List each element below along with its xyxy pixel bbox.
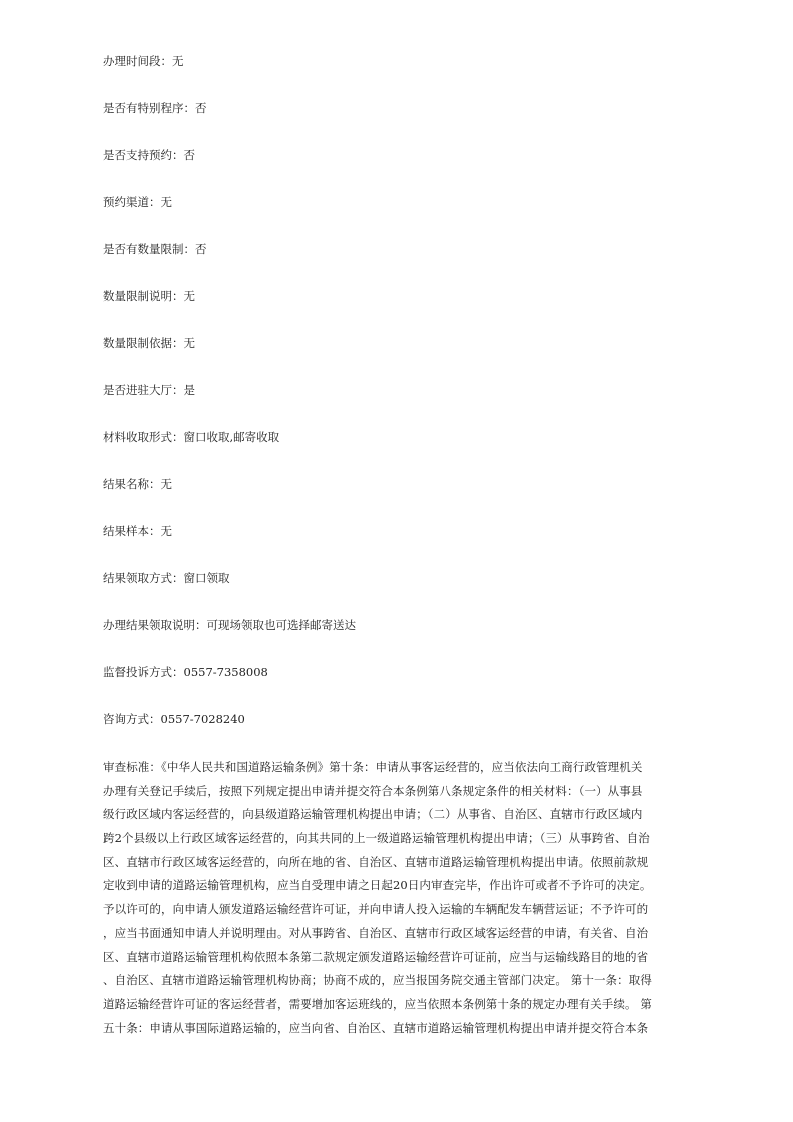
field-label: 办理结果领取说明： [103, 618, 207, 632]
paragraph-line: 道路运输经营许可证的客运经营者，需要增加客运班线的，应当依照本条例第十条的规定办理有关手续。 第 [103, 996, 652, 1011]
review-standard-paragraph [103, 756, 683, 1040]
paragraph-line: ，应当书面通知申请人并说明理由。对从事跨省、自治区、直辖市行政区域客运经营的申请，有关省、自治 [103, 925, 649, 940]
field-label: 是否有特别程序： [103, 101, 195, 115]
field-material-collection [103, 430, 279, 444]
paragraph-line: 定收到申请的道路运输管理机构，应当自受理申请之日起20日内审查完毕，作出许可或者不予许可的决定。 [103, 878, 652, 893]
field-value: 窗口领取 [183, 571, 230, 585]
field-label: 数量限制依据： [103, 336, 184, 350]
field-value: 无 [160, 477, 172, 491]
paragraph-line: 、自治区、直辖市道路运输管理机构协商；协商不成的，应当报国务院交通主管部门决定。 第十一条：取得 [103, 973, 652, 988]
paragraph-line: 五十条：申请从事国际道路运输的，应当向省、自治区、直辖市道路运输管理机构提出申请并提交符合本条 [103, 1020, 649, 1035]
field-value: 无 [172, 54, 184, 68]
field-value: 无 [183, 336, 195, 350]
paragraph-line: 级行政区域内客运经营的，向县级道路运输管理机构提出申请；（二）从事省、自治区、直辖市行政区域内 [103, 807, 643, 822]
paragraph-line: 区、直辖市行政区域客运经营的，向所在地的省、自治区、直辖市道路运输管理机构提出申请。依照前款规 [103, 854, 649, 869]
field-quantity-limit-desc [103, 289, 195, 303]
field-value: 0557-7358008 [183, 665, 268, 679]
field-label: 是否支持预约： [103, 148, 184, 162]
field-value: 无 [160, 195, 172, 209]
field-value: 是 [183, 383, 195, 397]
paragraph-line: 予以许可的，向申请人颁发道路运输经营许可证，并向申请人投入运输的车辆配发车辆营运证；不予许可的 [103, 902, 649, 917]
field-special-procedure [103, 101, 207, 115]
field-value: 0557-7028240 [160, 712, 245, 726]
field-label: 监督投诉方式： [103, 665, 184, 679]
field-result-pickup-note [103, 618, 356, 632]
paragraph-line: 跨2个县级以上行政区域客运经营的，向其共同的上一级道路运输管理机构提出申请；（三）从事跨省、自治 [103, 831, 650, 846]
field-quantity-limit [103, 242, 207, 256]
field-value: 可现场领取也可选择邮寄送达 [206, 618, 356, 632]
field-result-pickup-method [103, 571, 230, 585]
field-label: 结果名称： [103, 477, 161, 491]
field-label: 数量限制说明： [103, 289, 184, 303]
field-quantity-limit-basis [103, 336, 195, 350]
field-processing-time [103, 54, 184, 68]
field-result-sample [103, 524, 172, 538]
field-in-hall [103, 383, 195, 397]
field-label: 办理时间段： [103, 54, 172, 68]
field-value: 否 [183, 148, 195, 162]
field-appointment-channel [103, 195, 172, 209]
field-value: 无 [160, 524, 172, 538]
field-value: 否 [195, 101, 207, 115]
field-appointment-support [103, 148, 195, 162]
paragraph-line: 区、直辖市道路运输管理机构依照本条第二款规定颁发道路运输经营许可证前，应当与运输线路目的地的省 [103, 949, 649, 964]
field-value: 无 [183, 289, 195, 303]
field-label: 是否进驻大厅： [103, 383, 184, 397]
field-label: 结果样本： [103, 524, 161, 538]
field-value: 窗口收取,邮寄收取 [183, 430, 280, 444]
field-label: 咨询方式： [103, 712, 161, 726]
field-inquiry-contact [103, 712, 245, 726]
field-result-name [103, 477, 172, 491]
field-label: 结果领取方式： [103, 571, 184, 585]
field-complaint-contact [103, 665, 268, 679]
field-value: 否 [195, 242, 207, 256]
field-label: 材料收取形式： [103, 430, 184, 444]
paragraph-line: 办理有关登记手续后，按照下列规定提出申请并提交符合本条例第八条规定条件的相关材料：（一）从事县 [103, 783, 643, 798]
paragraph-line: 审查标准：《中华人民共和国道路运输条例》第十条：申请从事客运经营的，应当依法向工商行政管理机关 [103, 760, 643, 774]
field-label: 预约渠道： [103, 195, 161, 209]
field-label: 是否有数量限制： [103, 242, 195, 256]
